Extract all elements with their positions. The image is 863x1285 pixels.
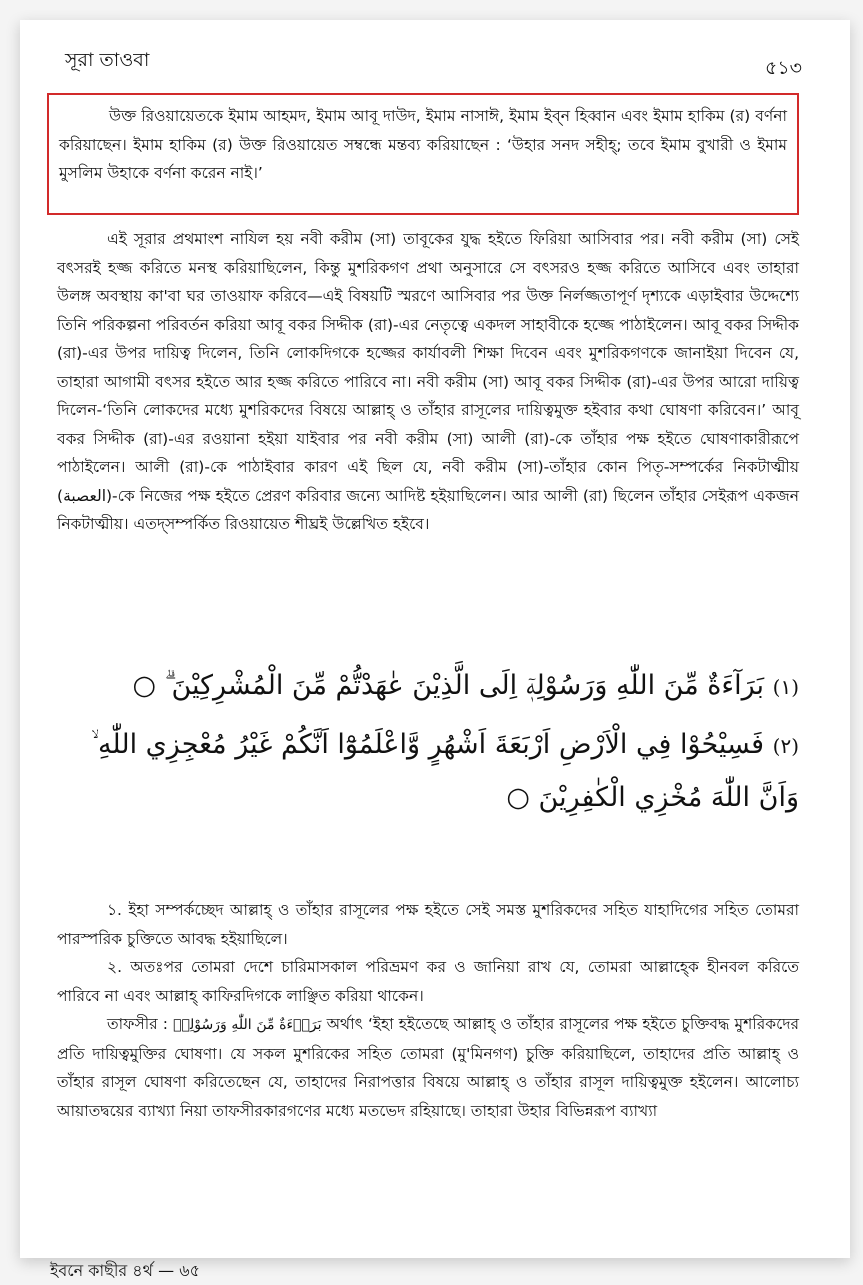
translation-2: ২. অতঃপর তোমরা দেশে চারিমাসকাল পরিভ্রমণ কর ও জানিয়া রাখ যে, তোমরা আল্লাহ্কে হীনবল করিতে পারিবে না এবং আল্লাহ্ কাফিরদিগকে লাঞ্ছিত করিয়া থাকেন। <box>57 958 799 1005</box>
verse-1 <box>57 660 799 713</box>
translation-section <box>57 896 799 1125</box>
surah-title: সূরা তাওবা <box>65 49 150 71</box>
page-number: ৫১৩ <box>764 57 802 79</box>
highlighted-note-box <box>47 93 799 215</box>
boxed-note-text: উক্ত রিওয়ায়েতকে ইমাম আহমদ, ইমাম আবূ দাউদ, ইমাম নাসাঈ, ইমাম ইব্ন হিব্বান এবং ইমাম হাকিম (র) বর্ণনা করিয়াছেন। ইমাম হাকিম (র) উক্ত রিওয়ায়েত সম্বন্ধে মন্তব্য করিয়াছেন : ‘উহার সনদ সহীহ্; তবে ইমাম বুখারী ও ইমাম মুসলিম উহাকে বর্ণনা করেন নাই।’ <box>59 107 787 182</box>
tafsir-paragraph <box>57 1010 799 1125</box>
tafsir-text: অর্থাৎ ‘ইহা হইতেছে আল্লাহ্ ও তাঁহার রাসূলের পক্ষ হইতে চুক্তিবদ্ধ মুশরিকদের প্রতি দায়িত্বমুক্তির ঘোষণা। যে সকল মুশরিকের সহিত তোমরা (মু'মিনগণ) চুক্তি করিয়াছিলে, তাহাদের প্রতি আল্লাহ্ ও তাঁহার রাসূল ঘোষণা করিতেছেন যে, তাহাদের নিরাপত্তার বিষয়ে আল্লাহ্ ও তাঁহার রাসূল দায়িত্বমুক্ত হইলেন। আলোচ্য আয়াতদ্বয়ের ব্যাখ্যা নিয়া তাফসীরকারগণের মধ্যে মতভেদ রহিয়াছে। তাহারা উহার বিভিন্নরূপ ব্যাখ্যা <box>57 1015 799 1120</box>
page-footer: ইবনে কাছীর ৪র্থ — ৬৫ <box>50 1261 200 1280</box>
verse-1-text: بَرَآءَةٌ مِّنَ اللّٰهِ وَرَسُوْلِهٖٓ اِلَى الَّذِيْنَ عٰهَدْتُّمْ مِّنَ الْمُشْرِكِيْنَ ۗ ○ <box>132 670 765 701</box>
verses-section <box>57 660 799 824</box>
tafsir-arabic-quote: بَرَاۤءَةٌ مِّنَ اللّٰهِ وَرَسُوْلِهٖ <box>173 1017 322 1033</box>
translation-1: ১. ইহা সম্পর্কচ্ছেদ আল্লাহ্ ও তাঁহার রাসূলের পক্ষ হইতে সেই সমস্ত মুশরিকদের সহিত যাহাদিগের সহিত তোমরা পারস্পরিক চুক্তিতে আবদ্ধ হইয়াছিলে। <box>57 901 799 948</box>
verse-2-text: فَسِيْحُوْا فِي الْاَرْضِ اَرْبَعَةَ اَشْهُرٍ وَّاعْلَمُوْٓا اَنَّكُمْ غَيْرُ مُعْجِزِي اللّٰهِ ۙ وَاَنَّ اللّٰهَ مُخْزِي الْكٰفِرِيْنَ ○ <box>91 729 799 813</box>
verse-2-number: (٢) <box>772 734 799 758</box>
intro-section <box>57 225 799 539</box>
tafsir-label: তাফসীর : <box>107 1015 169 1033</box>
verse-1-number: (١) <box>772 675 799 699</box>
intro-paragraph: এই সূরার প্রথমাংশ নাযিল হয় নবী করীম (সা) তাবূকের যুদ্ধ হইতে ফিরিয়া আসিবার পর। নবী করীম (সা) সেই বৎসরই হজ্জ করিতে মনস্থ করিয়াছিলেন, কিন্তু মুশরিকগণ প্রথা অনুসারে সে বৎসরও হজ্জ করিতে আসিবে এবং তাহারা উলঙ্গ অবস্থায় কা'বা ঘর তাওয়াফ করিবে—এই বিষয়টি স্মরণে আসিবার পর উক্ত নির্লজ্জতাপূর্ণ দৃশ্যকে এড়াইবার উদ্দেশ্যে তিনি পরিকল্পনা পরিবর্তন করিয়া আবূ বকর সিদ্দীক (রা)-এর নেতৃত্বে একদল সাহাবীকে হজ্জে পাঠাইলেন। আবূ বকর সিদ্দীক (রা)-এর উপর দায়িত্ব দিলেন, তিনি লোকদিগকে হজ্জের কার্যাবলী শিক্ষা দিবেন এবং মুশরিকগণকে জানাইয়া দিবেন যে, তাহারা আগামী বৎসর হইতে আর হজ্জ করিতে পারিবে না। নবী করীম (সা) আবূ বকর সিদ্দীক (রা)-এর উপর আরো দায়িত্ব দিলেন-‘তিনি লোকদের মধ্যে মুশরিকদের বিষয়ে আল্লাহ্ ও তাঁহার রাসূলের দায়িত্বমুক্ত হইবার কথা ঘোষণা করিবেন।’ আবূ বকর সিদ্দীক (রা)-এর রওয়ানা হইয়া যাইবার পর নবী করীম (সা) আলী (রা)-কে তাঁহার পক্ষ হইতে ঘোষণাকারীরূপে পাঠাইলেন। আলী (রা)-কে পাঠাইবার কারণ এই ছিল যে, নবী করীম (সা)-তাঁহার কোন পিতৃ-সম্পর্কের নিকটাত্মীয় (العصبة)-কে নিজের পক্ষ হইতে প্রেরণ করিবার জন্যে আদিষ্ট হইয়াছিলেন। আর আলী (রা) ছিলেন তাঁহার সেইরূপ একজন নিকটাত্মীয়। এতদ্সম্পর্কিত রিওয়ায়েত শীঘ্রই উল্লেখিত হইবে। <box>57 230 799 533</box>
verse-2 <box>57 719 799 824</box>
book-page <box>20 20 850 1280</box>
